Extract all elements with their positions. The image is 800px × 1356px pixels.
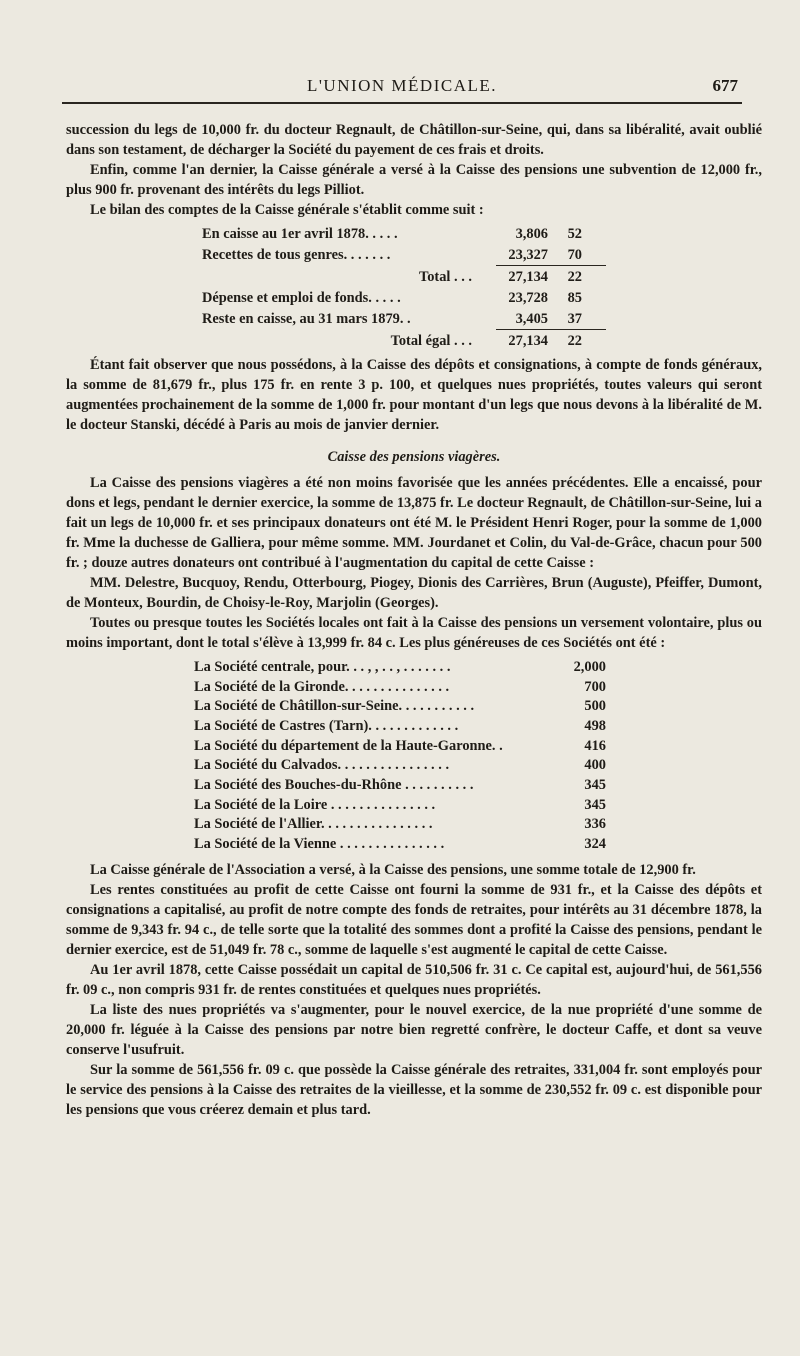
society-amount: 500 <box>584 698 606 715</box>
ledger-francs: 23,327 <box>508 246 548 263</box>
society-amount: 416 <box>584 737 606 754</box>
society-name: La Société de l'Allier. . . . . . . . . . . . . . . . <box>194 816 433 833</box>
paragraph-nues-proprietes: La liste des nues propriétés va s'augmenter, pour le nouvel exercice, de la nue propriété d'une somme de 20,000 fr. léguée à la Caisse des pensions par notre bien regretté confrère, le docteur Caffe, et dont sa veuve conserve l'usufruit. <box>66 1001 762 1058</box>
society-amount: 2,000 <box>573 658 606 675</box>
running-title: L'UNION MÉDICALE. <box>306 76 498 95</box>
ledger-francs: 27,134 <box>508 332 548 349</box>
ledger-label: Reste en caisse, au 31 mars 1879. . <box>202 310 411 327</box>
paragraph-rentes: Les rentes constituées au profit de cette Caisse ont fourni la somme de 931 fr., et la Caisse des dépôts et consignations a capitalisé, au profit de notre compte des fonds de retraites, pour intérêts au 31 décembre 1878, la somme de 9,343 fr. 94 c., de telle sorte que la totalité des sommes dont a profité la Caisse des pensions, pendant le dernier exercice, est de 51,049 fr. 78 c., somme de laquelle s'est augmenté le capital de cette Caisse. <box>66 881 762 958</box>
ledger-cents: 85 <box>567 289 582 306</box>
ledger-francs: 27,134 <box>508 268 548 285</box>
paragraph-bilan-intro: Le bilan des comptes de la Caisse générale s'établit comme suit : <box>90 202 484 218</box>
society-amount: 345 <box>584 796 606 813</box>
ledger-cents: 22 <box>567 332 582 349</box>
society-amount: 324 <box>584 836 606 853</box>
paragraph-legs-regnault: succession du legs de 10,000 fr. du docteur Regnault, de Châtillon-sur-Seine, qui, dans sa libéralité, avait oublié dans son testament, de décharger la Société du payement de ces frais et droits. <box>66 122 762 158</box>
page-number: 677 <box>712 76 738 95</box>
society-amount: 345 <box>584 776 606 793</box>
section-title: Caisse des pensions viagères. <box>327 449 501 465</box>
ledger-francs: 3,405 <box>515 310 548 327</box>
ledger-cents: 37 <box>567 310 582 327</box>
ledger-row <box>66 287 762 308</box>
ledger-row <box>66 308 762 329</box>
paragraph-capital: Au 1er avril 1878, cette Caisse possédait un capital de 510,506 fr. 31 c. Ce capital est, aujourd'hui, de 561,556 fr. 09 c., non compris 931 fr. de rentes constituées et quelques nues propriétés. <box>66 961 762 998</box>
paragraph-fonds-generaux: Étant fait observer que nous possédons, à la Caisse des dépôts et consignations, à compte de fonds généraux, la somme de 81,679 fr., plus 175 fr. en rente 3 p. 100, et quelques nues propriétés, toutes valeurs qui seront augmentées prochainement de la somme de 1,000 fr. pour montant d'un legs que nous devons à la libéralité de M. le docteur Stanski, décédé à Paris au mois de janvier dernier. <box>66 357 762 433</box>
society-name: La Société de la Vienne . . . . . . . . . . . . . . . <box>194 836 445 853</box>
ledger-cents: 70 <box>567 246 582 263</box>
page-header <box>62 76 742 104</box>
society-name: La Société du département de la Haute-Garonne. . <box>194 737 503 754</box>
ledger-label: En caisse au 1er avril 1878. . . . . <box>202 225 398 242</box>
list-item <box>66 696 762 716</box>
society-name: La Société du Calvados. . . . . . . . . . . . . . . . <box>194 757 450 774</box>
society-name: La Société de Châtillon-sur-Seine. . . . . . . . . . . <box>194 698 475 715</box>
paragraph-versement-general: La Caisse générale de l'Association a versé, à la Caisse des pensions, une somme totale de 12,900 fr. <box>90 861 696 878</box>
society-amount: 498 <box>584 717 606 734</box>
ledger-row-total <box>66 330 762 351</box>
society-name: La Société des Bouches-du-Rhône . . . . . . . . . . <box>194 776 474 793</box>
list-item <box>66 795 762 815</box>
ledger-cents: 52 <box>567 225 582 242</box>
list-item <box>66 677 762 697</box>
society-name: La Société de Castres (Tarn). . . . . . . . . . . . . <box>194 717 459 734</box>
ledger-row <box>66 244 762 265</box>
list-item <box>66 775 762 795</box>
ledger-row <box>66 223 762 244</box>
ledger-francs: 23,728 <box>508 289 548 306</box>
ledger-cents: 22 <box>567 268 582 285</box>
paragraph-societes-locales: Toutes ou presque toutes les Sociétés locales ont fait à la Caisse des pensions un versement volontaire, plus ou moins important, dont le total s'élève à 13,999 fr. 84 c. Les plus généreuses de ces Sociétés ont été : <box>66 615 762 651</box>
list-item <box>66 716 762 736</box>
society-amount: 700 <box>584 678 606 695</box>
ledger-label: Recettes de tous genres. . . . . . . <box>202 246 391 263</box>
ledger-table <box>66 223 762 351</box>
list-item <box>66 736 762 756</box>
paragraph-subvention: Enfin, comme l'an dernier, la Caisse générale a versé à la Caisse des pensions une subvention de 12,000 fr., plus 900 fr. provenant des intérêts du legs Pilliot. <box>66 162 762 198</box>
societies-list <box>66 657 762 854</box>
society-name: La Société centrale, pour. . . , , . . , . . . . . . . <box>194 658 451 675</box>
list-item <box>66 834 762 854</box>
paragraph-pensions-viageres: La Caisse des pensions viagères a été non moins favorisée que les années précédentes. Elle a encaissé, pour dons et legs, pendant le dernier exercice, la somme de 13,875 fr. Le docteur Regnault, de Châtillon-sur-Seine, lui a fait un legs de 10,000 fr. et ses principaux donateurs ont été M. le Président Henri Roger, pour la somme de 1,000 fr. Mme la duchesse de Galliera, pour même somme. MM. Jourdanet et Colin, du Val-de-Grâce, chacun pour 500 fr. ; douze autres donateurs ont contribué à l'augmentation du capital de cette Caisse : <box>66 475 762 571</box>
society-name: La Société de la Gironde. . . . . . . . . . . . . . . <box>194 678 450 695</box>
list-item <box>66 657 762 677</box>
society-amount: 336 <box>584 816 606 833</box>
ledger-row-total <box>66 266 762 287</box>
society-amount: 400 <box>584 757 606 774</box>
list-item <box>66 815 762 835</box>
ledger-label: Dépense et emploi de fonds. . . . . <box>202 289 401 306</box>
society-name: La Société de la Loire . . . . . . . . . . . . . . . <box>194 796 436 813</box>
ledger-francs: 3,806 <box>515 225 548 242</box>
paragraph-emploi-fonds: Sur la somme de 561,556 fr. 09 c. que possède la Caisse générale des retraites, 331,004 fr. sont employés pour le service des pensions à la Caisse des retraites de la vieillesse, et la somme de 230,552 fr. 09 c. est disponible pour les pensions que vous créerez demain et plus tard. <box>66 1061 762 1118</box>
list-item <box>66 755 762 775</box>
ledger-label: Total égal . . . <box>390 332 472 349</box>
ledger-label: Total . . . <box>418 268 472 285</box>
paragraph-donateurs: MM. Delestre, Bucquoy, Rendu, Otterbourg, Piogey, Dionis des Carrières, Brun (Auguste), Pfeiffer, Dumont, de Monteux, Bourdin, de Choisy-le-Roy, Marjolin (Georges). <box>66 575 762 611</box>
page-body <box>66 120 762 1120</box>
